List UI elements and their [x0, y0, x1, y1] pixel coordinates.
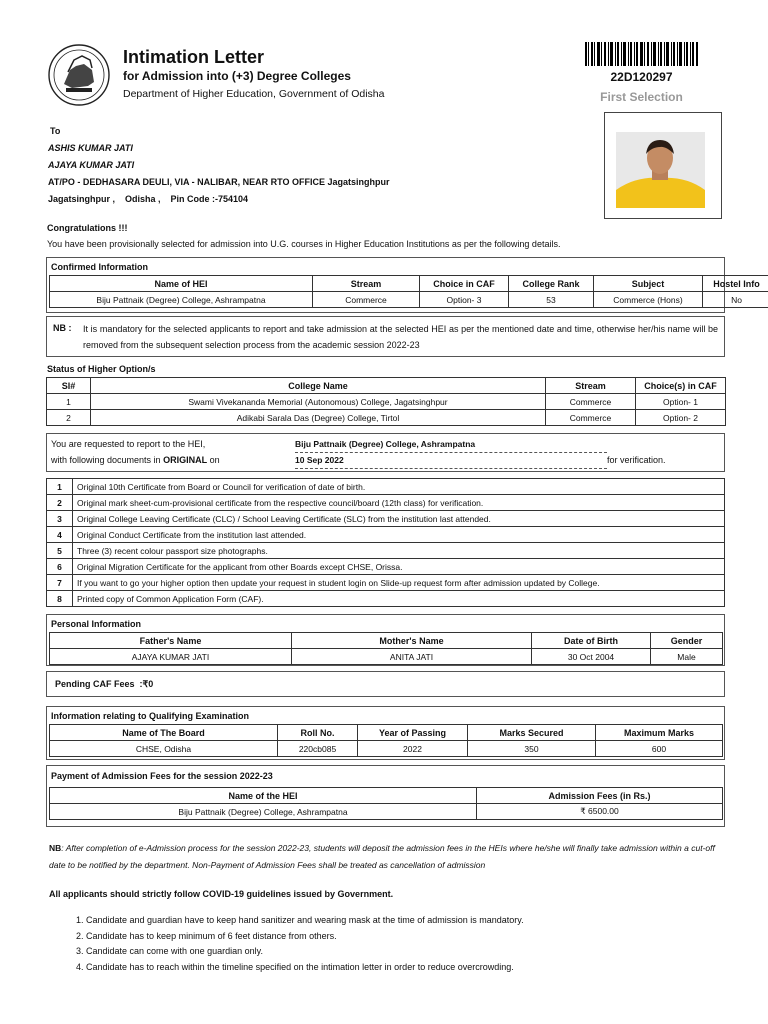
- list-item: [47, 575, 725, 591]
- doc-text: Original 10th Certificate from Board or Council for verification of date of birth.: [73, 479, 725, 495]
- report-instructions: [46, 433, 725, 472]
- nb2-label: NB: [49, 843, 62, 853]
- col-hostel: Hostel Info: [703, 276, 768, 292]
- confirmed-info-section: [46, 257, 760, 313]
- pending-caf-fees: [46, 671, 725, 697]
- cell-dob: 30 Oct 2004: [532, 649, 651, 665]
- doc-num: 7: [47, 575, 73, 591]
- nb2-text: : After completion of e-Admission process for the session 2022-23, students will deposit the admission fees in the HEIs where he/she will finally take admission within a cut-off date to be notified by the department. Non-Payment of Admission Fees shall be treated as cancellation of admission: [49, 843, 715, 870]
- list-item: [47, 559, 725, 575]
- doc-text: Three (3) recent colour passport size photographs.: [73, 543, 725, 559]
- guardian-name: AJAYA KUMAR JATI: [48, 160, 135, 170]
- covid-title: All applicants should strictly follow COVID-19 guidelines issued by Government.: [49, 889, 394, 899]
- cell-choice: Option- 3: [420, 292, 509, 308]
- col-sl: Sl#: [47, 378, 91, 394]
- nb-text: It is mandatory for the selected applicants to report and take admission at the selected HEI as per the mentioned date and time, otherwise her/his name will be removed from the subsequent selection process from the academic session 2022-23: [83, 324, 718, 350]
- report-line-1: You are requested to report to the HEI,: [51, 439, 206, 449]
- personal-info-section: [46, 614, 725, 666]
- col-gender: Gender: [651, 633, 723, 649]
- cell-board: CHSE, Odisha: [50, 741, 278, 757]
- cell-gender: Male: [651, 649, 723, 665]
- covid-list: [76, 913, 524, 975]
- table-row: [47, 394, 726, 410]
- list-item: 2. Candidate has to keep minimum of 6 feet distance from others.: [76, 930, 337, 941]
- doc-num: 2: [47, 495, 73, 511]
- personal-info-title: Personal Information: [51, 619, 142, 629]
- nb-payment-note: [49, 840, 721, 874]
- page-title: Intimation Letter: [123, 47, 265, 67]
- col-dob: Date of Birth: [532, 633, 651, 649]
- col-stream: Stream: [313, 276, 420, 292]
- intro-text: You have been provisionally selected for admission into U.G. courses in Higher Education Institutions as per the following details.: [47, 239, 561, 249]
- cell-college-name: Swami Vivekananda Memorial (Autonomous) College, Jagatsinghpur: [91, 394, 546, 410]
- cell-rank: 53: [509, 292, 594, 308]
- address-line-2: Jagatsinghpur , Odisha , Pin Code :-754104: [48, 194, 249, 204]
- cell-stream: Commerce: [546, 410, 636, 426]
- report-date: 10 Sep 2022: [295, 455, 607, 469]
- col-fees: Admission Fees (in Rs.): [477, 788, 723, 804]
- col-choice: Choice in CAF: [420, 276, 509, 292]
- higher-options-section: [46, 377, 725, 426]
- report-line-2-pre: with following documents in: [51, 455, 164, 465]
- list-item: [47, 591, 725, 607]
- list-item: [47, 479, 725, 495]
- document-list-table: [46, 478, 725, 607]
- col-hei-name: Name of the HEI: [50, 788, 477, 804]
- list-item: [47, 543, 725, 559]
- report-verification: for verification.: [607, 455, 666, 465]
- confirmed-info-title: Confirmed Information: [51, 262, 148, 272]
- applicant-photo: [604, 112, 722, 219]
- cell-choice: Option- 1: [636, 394, 726, 410]
- col-father: Father's Name: [50, 633, 292, 649]
- col-stream: Stream: [546, 378, 636, 394]
- qualifying-exam-section: [46, 706, 725, 760]
- report-college: Biju Pattnaik (Degree) College, Ashrampatna: [295, 439, 607, 453]
- payment-title: Payment of Admission Fees for the session 2022-23: [51, 771, 273, 781]
- cell-subject: Commerce (Hons): [594, 292, 703, 308]
- higher-options-title: Status of Higher Option/s: [47, 364, 156, 374]
- page-subtitle: for Admission into (+3) Degree Colleges: [123, 69, 351, 83]
- cell-fees: ₹ 6500.00: [477, 804, 723, 820]
- doc-num: 3: [47, 511, 73, 527]
- col-college-name: College Name: [91, 378, 546, 394]
- report-line-2-post: on: [207, 455, 220, 465]
- cell-stream: Commerce: [546, 394, 636, 410]
- cell-sl: 2: [47, 410, 91, 426]
- application-id: 22D120297: [610, 70, 673, 84]
- cell-choice: Option- 2: [636, 410, 726, 426]
- col-max-marks: Maximum Marks: [596, 725, 723, 741]
- list-item: 3. Candidate can come with one guardian only.: [76, 946, 263, 956]
- cell-stream: Commerce: [313, 292, 420, 308]
- report-original: ORIGINAL: [163, 455, 208, 465]
- col-subject: Subject: [594, 276, 703, 292]
- cell-hei-name: Biju Pattnaik (Degree) College, Ashrampatna: [50, 804, 477, 820]
- confirmed-info-table: [49, 275, 768, 308]
- list-item: 4. Candidate has to reach within the timeline specified on the intimation letter in order to reduce overcrowding.: [76, 961, 514, 972]
- col-rank: College Rank: [509, 276, 594, 292]
- table-row: [50, 292, 768, 308]
- doc-text: Printed copy of Common Application Form (CAF).: [73, 591, 725, 607]
- pending-label: Pending CAF Fees :: [55, 679, 143, 689]
- qualifying-exam-table: [49, 724, 723, 757]
- col-year: Year of Passing: [358, 725, 468, 741]
- address-to: To: [50, 126, 61, 136]
- col-choices: Choice(s) in CAF: [636, 378, 726, 394]
- col-board: Name of The Board: [50, 725, 278, 741]
- congratulations: Congratulations !!!: [47, 223, 128, 233]
- table-row: [50, 649, 723, 665]
- table-row: [47, 410, 726, 426]
- selection-label: First Selection: [600, 90, 683, 104]
- list-item: [47, 527, 725, 543]
- table-row: [50, 804, 723, 820]
- personal-info-table: [49, 632, 723, 665]
- nb-mandatory-report: [46, 316, 725, 357]
- cell-max-marks: 600: [596, 741, 723, 757]
- odisha-emblem-icon: [46, 42, 112, 108]
- list-item: 1. Candidate and guardian have to keep hand sanitizer and wearing mask at the time of admission is mandatory.: [76, 915, 524, 925]
- doc-text: Original mark sheet-cum-provisional certificate from the respective council/board (12th class) for verification.: [73, 495, 725, 511]
- doc-text: Original Migration Certificate for the applicant from other Boards except CHSE, Orissa.: [73, 559, 725, 575]
- department: Department of Higher Education, Government of Odisha: [123, 88, 385, 100]
- list-item: [47, 495, 725, 511]
- higher-options-table: [46, 377, 726, 426]
- cell-college-name: Adikabi Sarala Das (Degree) College, Tirtol: [91, 410, 546, 426]
- cell-hostel: No: [703, 292, 768, 308]
- cell-roll: 220cb085: [278, 741, 358, 757]
- doc-num: 5: [47, 543, 73, 559]
- doc-text: Original Conduct Certificate from the institution last attended.: [73, 527, 725, 543]
- doc-num: 4: [47, 527, 73, 543]
- qualifying-exam-title: Information relating to Qualifying Examination: [51, 711, 250, 721]
- address-line-1: AT/PO - DEDHASARA DEULI, VIA - NALIBAR, NEAR RTO OFFICE Jagatsinghpur: [48, 177, 390, 187]
- col-roll: Roll No.: [278, 725, 358, 741]
- payment-section: [46, 765, 725, 827]
- barcode-icon: [585, 42, 698, 66]
- doc-num: 8: [47, 591, 73, 607]
- cell-sl: 1: [47, 394, 91, 410]
- doc-num: 6: [47, 559, 73, 575]
- doc-num: 1: [47, 479, 73, 495]
- col-marks: Marks Secured: [468, 725, 596, 741]
- cell-father: AJAYA KUMAR JATI: [50, 649, 292, 665]
- col-hei-name: Name of HEI: [50, 276, 313, 292]
- nb-label: NB :: [53, 323, 72, 333]
- cell-hei-name: Biju Pattnaik (Degree) College, Ashrampatna: [50, 292, 313, 308]
- document-list: [46, 478, 725, 607]
- cell-mother: ANITA JATI: [292, 649, 532, 665]
- payment-table: [49, 787, 723, 820]
- pending-amount: ₹0: [142, 679, 154, 689]
- report-line-2: [51, 455, 220, 465]
- doc-text: If you want to go your higher option then update your request in student login on Slide-up request form after admission updated by College.: [73, 575, 725, 591]
- cell-year: 2022: [358, 741, 468, 757]
- doc-text: Original College Leaving Certificate (CLC) / School Leaving Certificate (SLC) from the institution last attended.: [73, 511, 725, 527]
- table-row: [50, 741, 723, 757]
- col-mother: Mother's Name: [292, 633, 532, 649]
- cell-marks: 350: [468, 741, 596, 757]
- list-item: [47, 511, 725, 527]
- applicant-name: ASHIS KUMAR JATI: [48, 143, 133, 153]
